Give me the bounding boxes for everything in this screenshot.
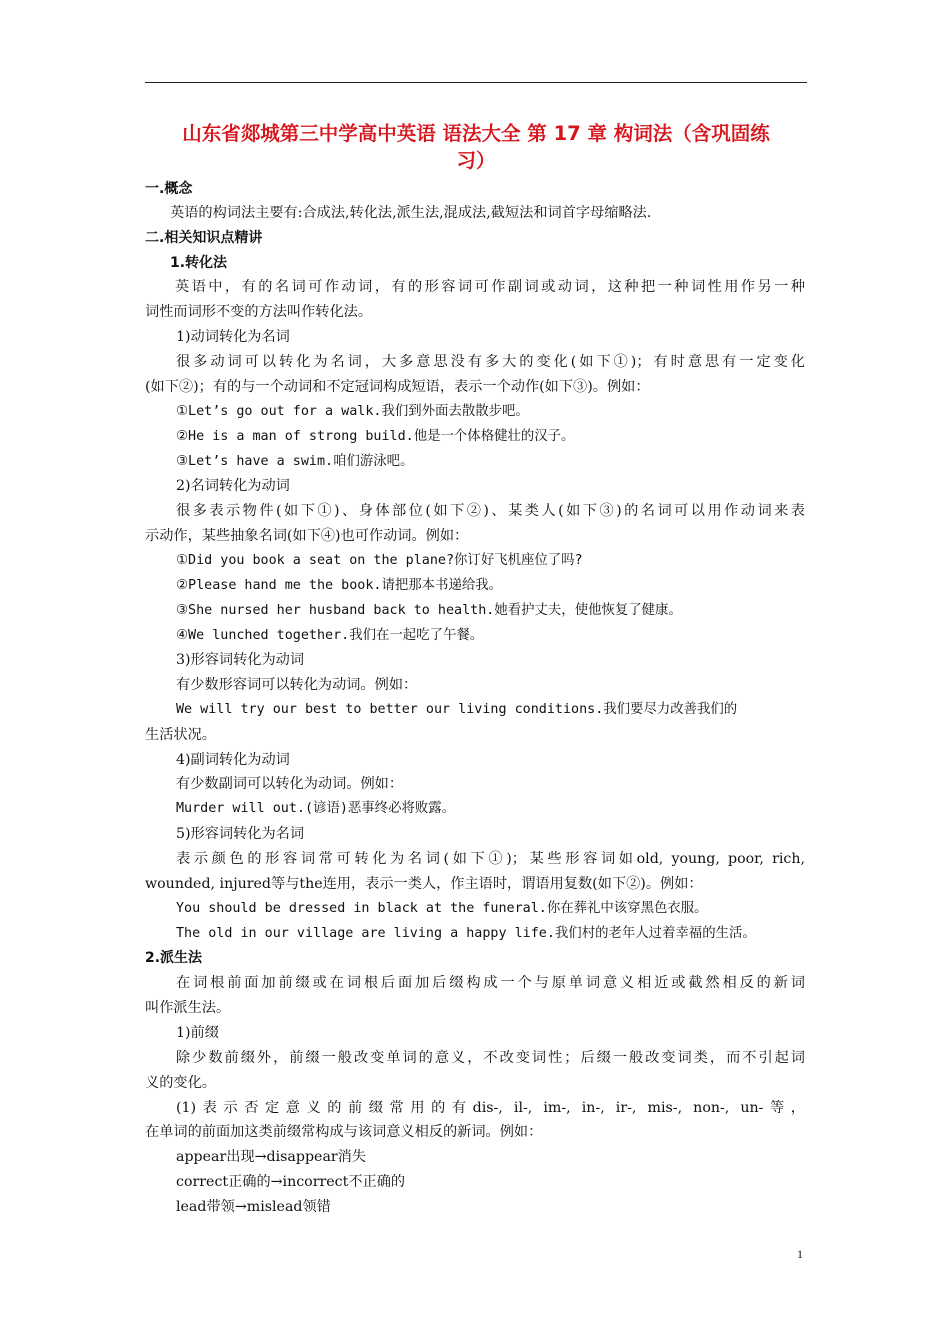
paragraph-line: 在单词的前面加这类前缀常构成与该词意义相反的新词。例如： — [145, 1124, 543, 1140]
example-sentence: ②He is a man of strong build.他是一个体格健壮的汉子。 — [176, 429, 575, 444]
example-sentence: ④We lunched together.我们在一起吃了午餐。 — [176, 628, 484, 643]
paragraph-line: 表示颜色的形容词常可转化为名词(如下①)；某些形容词如old, young, poor, rich, — [176, 851, 805, 867]
paragraph-line: (如下②)；有的与一个动词和不定冠词构成短语，表示一个动作(如下③)。例如： — [145, 379, 650, 395]
paragraph-line: (1)表示否定意义的前缀常用的有dis-, il-, im-, in-, ir-, mis-, non-, un-等， — [176, 1100, 805, 1116]
word-example: lead带领→mislead领错 — [176, 1199, 331, 1215]
paragraph-line: 除少数前缀外，前缀一般改变单词的意义，不改变词性；后缀一般改变词类，而不引起词 — [176, 1050, 805, 1066]
list-heading: 3)形容词转化为动词 — [176, 652, 305, 668]
paragraph-line: 很多表示物件(如下①)、身体部位(如下②)、某类人(如下③)的名词可以用作动词来表 — [176, 503, 805, 519]
example-sentence: ③Let’s have a swim.咱们游泳吧。 — [176, 454, 414, 469]
document-title — [145, 120, 807, 174]
list-heading: 2)名词转化为动词 — [176, 478, 290, 494]
section-heading-concept: 一.概念 — [145, 181, 193, 197]
title-line-2: 习） — [456, 149, 496, 172]
subsection-heading-derivation: 2.派生法 — [145, 950, 203, 966]
example-sentence: The old in our village are living a happy life.我们村的老年人过着幸福的生活。 — [176, 926, 756, 941]
word-example: appear出现→disappear消失 — [176, 1149, 367, 1165]
paragraph-line: 义的变化。 — [145, 1075, 216, 1091]
list-heading: 4)副词转化为动词 — [176, 752, 290, 768]
paragraph-line: 很多动词可以转化为名词，大多意思没有多大的变化(如下①)；有时意思有一定变化 — [176, 354, 805, 370]
list-heading: 1)动词转化为名词 — [176, 329, 290, 345]
paragraph-line: 有少数副词可以转化为动词。例如： — [176, 776, 404, 792]
title-line-1: 山东省郯城第三中学高中英语 语法大全 第 17 章 构词法（含巩固练 — [182, 122, 770, 145]
page-number: 1 — [797, 1247, 803, 1261]
example-sentence: Murder will out.(谚语)恶事终必将败露。 — [176, 801, 456, 816]
paragraph-line: 词性而词形不变的方法叫作转化法。 — [145, 304, 373, 320]
example-sentence: ①Did you book a seat on the plane?你订好飞机座位了吗? — [176, 553, 583, 568]
paragraph-line: wounded, injured等与the连用，表示一类人，作主语时，谓语用复数(如下②)。例如： — [145, 876, 703, 892]
paragraph-line: 有少数形容词可以转化为动词。例如： — [176, 677, 418, 693]
section-heading-knowledge: 二.相关知识点精讲 — [145, 230, 263, 246]
paragraph-line: 叫作派生法。 — [145, 1000, 231, 1016]
paragraph-line: 示动作，某些抽象名词(如下④)也可作动词。例如： — [145, 528, 469, 544]
word-example: correct正确的→incorrect不正确的 — [176, 1174, 406, 1190]
paragraph-line: 英语中，有的名词可作动词，有的形容词可作副词或动词，这种把一种词性用作另一种 — [175, 279, 805, 295]
paragraph-line: 生活状况。 — [145, 727, 216, 743]
paragraph-line: 英语的构词法主要有:合成法,转化法,派生法,混成法,截短法和词首字母缩略法. — [170, 205, 652, 221]
example-sentence: We will try our best to better our living conditions.我们要尽力改善我们的 — [176, 702, 738, 717]
paragraph-line: 在词根前面加前缀或在词根后面加后缀构成一个与原单词意义相近或截然相反的新词 — [176, 975, 805, 991]
example-sentence: ①Let’s go out for a walk.我们到外面去散散步吧。 — [176, 404, 529, 419]
list-heading: 1)前缀 — [176, 1025, 219, 1041]
example-sentence: ③She nursed her husband back to health.她看护丈夫，使他恢复了健康。 — [176, 603, 682, 618]
subsection-heading-conversion: 1.转化法 — [170, 255, 228, 271]
list-heading: 5)形容词转化为名词 — [176, 826, 305, 842]
example-sentence: ②Please hand me the book.请把那本书递给我。 — [176, 578, 503, 593]
header-rule — [145, 82, 807, 83]
example-sentence: You should be dressed in black at the funeral.你在葬礼中该穿黑色衣服。 — [176, 901, 708, 916]
